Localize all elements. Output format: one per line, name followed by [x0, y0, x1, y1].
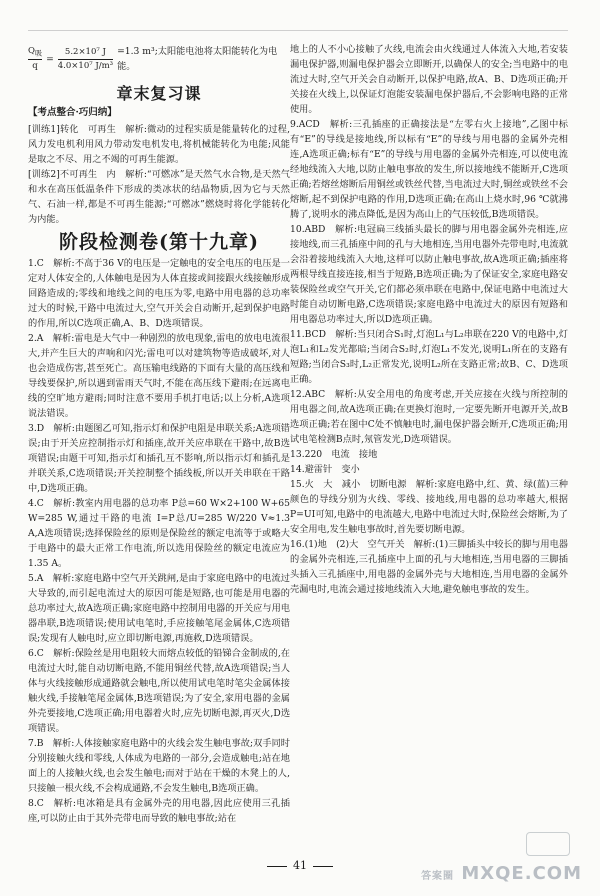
answer-item: 9.ACD 解析:三孔插座的正确接法是“左零右火上接地”,乙图中标有“E”的导线是接地线,所以标有“E”的导线与用电器的金属外壳相连,A选项正确;标有“E”的导线与用电器的金属外壳相连,可以使电流经地线流入大地,以防止触电事故的发生,所以接地线不能断开,C选项正确;若熔丝熔断后用铜丝或铁丝代替,当电流过大时,铜丝或铁丝不会熔断,起不到保护电路的作用,D选项正确;在高山上烧水时,96 ℃就沸腾了,说明水的沸点降低,是因为高山上的气压较低,B选项错误。	[290, 119, 568, 220]
test-title: 阶段检测卷(第十九章)	[59, 231, 259, 253]
answer-item: 4.C 解析:教室内用电器的总功率 P总=60 W×2+100 W+65 W=285 W,通过干路的电流 I=P总/U=285 W/220 V≈1.3 A,A选项错误;选择保险丝的原则是保险丝的额定电流等于或略大于电路中的最大正常工作电流,所以选用保险丝的额定电流应为1.35 A。	[28, 498, 290, 569]
answer-item: 地上的人不小心接触了火线,电流会由火线通过人体流入大地,若安装漏电保护器,则漏电保护器会立即断开,以确保人的安全;当电路中的电流过大时,空气开关会自动断开,以保护电路,故A、B、D选项正确;开关接在火线上,以保证灯泡能安装漏电保护器后,不会影响电路的正常使用。	[290, 44, 568, 115]
right-column	[290, 42, 568, 597]
answer-item: 12.ABC 解析:从安全用电的角度考虑,开关应接在火线与所控制的用电器之间,故A选项正确;在更换灯泡时,一定要先断开电源开关,故B选项正确;若在图中C处不慎触电时,漏电保护器会断开,C选项正确;用试电笔检测B点时,氖管发光,D选项错误。	[290, 389, 568, 445]
site-watermark: 答案圈 MXQE.COM	[421, 863, 582, 884]
top-rule	[28, 30, 568, 31]
answer-item: 11.BCD 解析:当只闭合S₁时,灯泡L₁与L₂串联在220 V的电路中,灯泡L₁和L₂发光都暗;当闭合S₂时,灯泡L₁不发光,说明L₁所在的支路有短路;当闭合S₃时,L₂正常发光,说明L₂所在支路正常;故B、C、D选项正确。	[290, 329, 568, 385]
chapter-review-title: 章末复习课	[116, 84, 202, 103]
energy-formula: $\frac{Q_吸}{q}$ = $\frac{\text{5.2×10⁷ J}}{\text{4.0×10⁷ J/m³}}$ =1.3 m³;太阳能电池将太阳能转化为电能。	[28, 42, 290, 76]
review-item-1: [训练1]转化 可再生 解析:微动的过程实质是能量转化的过程,风力发电机利用风力带动发电机发电,将机械能转化为电能;风能是取之不尽、用之不竭的可再生能源。	[28, 124, 290, 165]
answer-item: 6.C 解析:保险丝是用电阻较大而熔点较低的铅锑合金制成的,在电流过大时,能自动切断电路,不能用铜丝代替,故A选项错误;当人体与火线接触形成通路就会触电,所以使用试电笔时笔尖金属体接触火线,手接触笔尾金属体,B选项错误;为了安全,家用电器的金属外壳要接地,C选项正确;用电器着火时,应先切断电源,再灭火,D选项错误。	[28, 648, 290, 734]
answer-item: 15.火 大 减小 切断电源 解析:家庭电路中,红、黄、绿(蓝)三种颜色的导线分别为火线、零线、接地线,用电器的总功率越大,根据P=UI可知,电路中的电流越大,电路中电流过大时,保险丝会熔断,为了安全用电,发生触电事故时,首先要切断电源。	[290, 479, 568, 535]
page-number: 41	[293, 859, 307, 872]
section-tag: 【考点整合·巧归纳】	[28, 107, 117, 118]
formula-tail: =1.3 m³;太阳能电池将太阳能转化为电能。	[117, 46, 278, 72]
answer-item: 2.A 解析:雷电是大气中一种剧烈的放电现象,雷电的放电电流很大,并产生巨大的声响和闪光;雷电可以对建筑物等造成破坏,对人也会造成伤害,甚至死亡。高压输电线路的下面有大量的高压线和导线要保护,所以遇到雷雨天气时,不能在高压线下避雨;在远离电线的空旷地方避雨;同时注意不要用手机打电话;以上分析,A选项说法错误。	[28, 333, 290, 419]
review-item-2: [训练2]不可再生 内 解析:“可燃冰”是天然气水合物,是天然气和水在高压低温条件下形成的类冰状的结晶物质,因为它与天然气、石油一样,都是不可再生能源;“可燃冰”燃烧时将化学能转化为内能。	[28, 169, 290, 225]
answer-item: 8.C 解析:电冰箱是具有金属外壳的用电器,因此应使用三孔插座,可以防止由于其外壳带电而导致的触电事故;站在	[28, 798, 290, 824]
formula-rhs: $\frac{\text{5.2×10⁷ J}}{\text{4.0×10⁷ J/m³}}$	[57, 46, 114, 71]
answer-item: 1.C 解析:不高于36 V的电压是一定触电的安全电压的电压是一定对人体安全的,人体触电是因为人体直接或间接跟火线接触形成回路造成的;零线和地线之间的电压为零,电路中用电器的总功率过大的时候,干路中电流过大,空气开关会自动断开,起到保护电路的作用,所以C选项正确,A、B、D选项错误。	[28, 258, 290, 329]
answer-item: 13.220 电流 接地	[290, 449, 378, 460]
answer-item: 10.ABD 解析:电冠扁三线插头最长的脚与用电器金属外壳相连,应接地线,而三孔插座中间的孔与大地相连,当用电器外壳带电时,电流就会沿着接地线流入大地,这样可以防止触电事故,故A选项正确;插座将两根导线直接连接,相当于短路,B选项正确;为了保证安全,家庭电路安装保险丝或空气开关,它们都必须串联在电路中,保证电路中电流过大时能自动切断电路,C选项错误;家庭电路中电流过大的原因有短路和用电器总功率过大,所以D选项正确。	[290, 224, 568, 325]
stamp-mark	[526, 832, 570, 856]
formula-lhs: $\frac{Q_吸}{q}$	[28, 45, 43, 72]
answer-item: 16.(1)地 (2)大 空气开关 解析:(1)三脚插头中较长的脚与用电器的金属外壳相连,三孔插座中上面的孔与大地相连,当用电器的三脚插头插入三孔插座中,用电器的金属外壳与大地相连,当用电器的金属外壳漏电时,电流会通过接地线流入大地,避免触电事故的发生。	[290, 539, 568, 595]
left-column	[28, 42, 290, 826]
answer-item: 5.A 解析:家庭电路中空气开关跳闸,是由于家庭电路中的电流过大导致的,而引起电流过大的原因可能是短路,也可能是用电器的总功率过大,故A选项正确;家庭电路中控制用电器的开关应与用电器串联,B选项错误;使用试电笔时,手应接触笔尾金属体,C选项错误;发现有人触电时,应立即切断电源,再施救,D选项错误。	[28, 573, 290, 644]
answer-item: 3.D 解析:由题图乙可知,指示灯和保护电阻是串联关系;A选项错误;由于开关应控制指示灯和插座,故开关应串联在干路中,故B选项错误;由题干可知,指示灯和插孔互不影响,所以指示灯和插孔是并联关系,C选项错误;开关控制整个插线板,所以开关串联在干路中,D选项正确。	[28, 423, 290, 494]
answer-item: 7.B 解析:人体接触家庭电路中的火线会发生触电事故;双手同时分别接触火线和零线,人体成为电路的一部分,会造成触电;站在地面上的人接触火线,也会发生触电;而对于站在干燥的木凳上的人,只接触一根火线,不会构成通路,不会发生触电,B选项正确。	[28, 738, 290, 794]
answer-item: 14.避雷针 变小	[290, 464, 360, 475]
